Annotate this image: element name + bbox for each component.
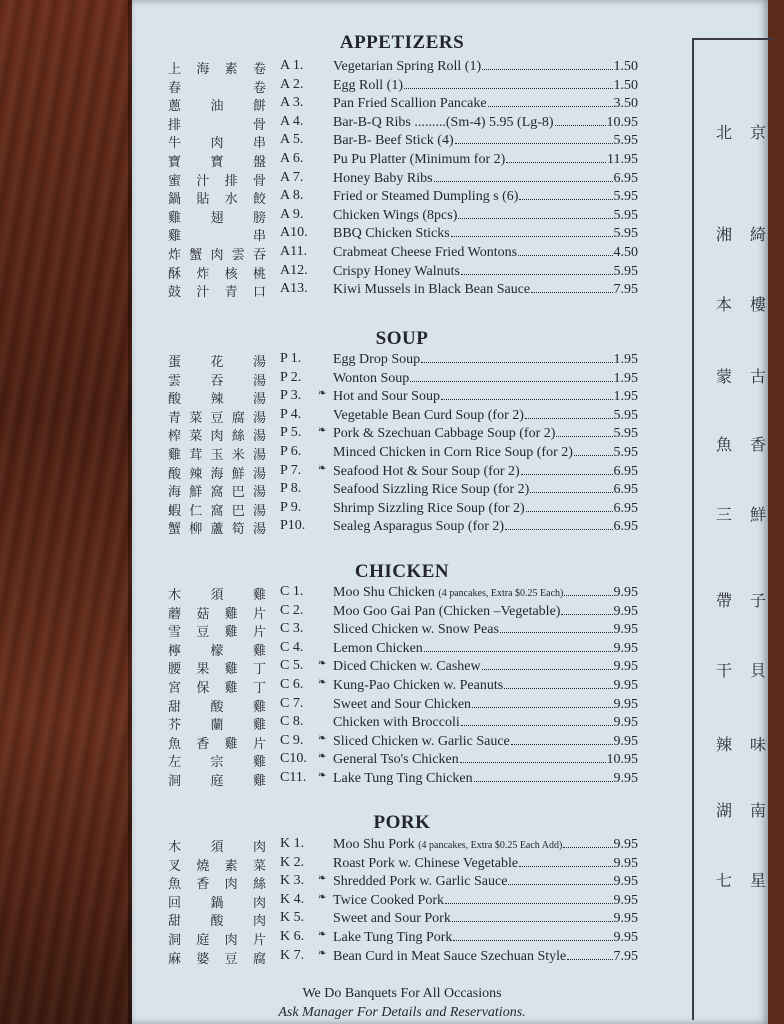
item-price: 9.95	[613, 892, 638, 908]
dot-leader	[460, 751, 606, 763]
item-price: 9.95	[613, 585, 638, 600]
item-chinese-name: 雞 串	[168, 229, 266, 245]
item-price: 5.95	[613, 426, 638, 442]
item-name: Shrimp Sizzling Rice Soup (for 2)	[333, 500, 525, 516]
menu-item	[168, 444, 638, 462]
menu-item	[168, 95, 638, 113]
dot-leader	[508, 873, 612, 885]
item-chinese-name: 雞 茸 玉 米 湯	[168, 448, 266, 463]
item-price: 5.95	[613, 207, 638, 223]
menu-item	[168, 425, 638, 443]
dot-leader	[564, 584, 612, 596]
item-code: P 4.	[280, 406, 302, 422]
dot-leader	[424, 640, 613, 652]
item-chinese-name: 檸 檬 雞	[168, 643, 266, 659]
item-chinese-name: 蛋 花 湯	[168, 355, 266, 370]
item-chinese-name: 上 海 素 卷	[168, 62, 266, 77]
item-name: Bar-B-Q Ribs .........(Sm-4) 5.95 (Lg-8)	[333, 114, 554, 130]
right-panel-dish-name: 湖南	[716, 801, 784, 820]
item-chinese-name: 甜 酸 肉	[168, 914, 266, 930]
menu-item	[168, 244, 638, 262]
item-chinese-name: 寶 寶 盤	[168, 155, 266, 170]
section-title-appetizers: APPETIZERS	[339, 32, 465, 53]
item-price: 7.95	[613, 948, 638, 964]
item-name: Pork & Szechuan Cabbage Soup (for 2)	[333, 426, 556, 442]
right-panel-dish-name: 本樓	[716, 295, 784, 314]
spicy-pepper-icon: ❧	[318, 658, 327, 670]
right-panel-dish-name: 七星	[716, 871, 784, 890]
item-chinese-name: 芥 蘭 雞	[168, 718, 266, 734]
dot-leader	[561, 603, 612, 615]
item-code: A 9.	[280, 206, 304, 222]
right-panel-dish-name: 帶子	[716, 591, 784, 610]
dot-leader	[441, 388, 613, 400]
right-panel-dish-name: 辣味	[716, 735, 784, 754]
item-name: Diced Chicken w. Cashew	[333, 659, 481, 675]
item-price: 5.95	[613, 189, 638, 205]
dot-leader	[472, 696, 612, 708]
dot-leader	[482, 658, 613, 670]
item-price: 9.95	[613, 837, 638, 852]
item-code: P 2.	[280, 369, 302, 385]
dot-leader	[525, 407, 613, 419]
item-price: 1.50	[613, 59, 638, 74]
right-panel-dish-name: 干貝	[716, 661, 784, 680]
menu-item	[168, 281, 638, 299]
item-price: 1.95	[613, 370, 638, 386]
item-name: Moo Goo Gai Pan (Chicken –Vegetable)	[333, 603, 561, 619]
menu-item	[168, 188, 638, 206]
item-price: 1.95	[613, 389, 638, 405]
menu-item	[168, 603, 638, 621]
item-code: C 9.	[280, 732, 304, 748]
item-code: K 4.	[280, 891, 305, 907]
menu-item	[168, 77, 638, 95]
menu-item	[168, 836, 638, 854]
menu-item	[168, 518, 638, 536]
item-chinese-name: 蟹 柳 蘆 筍 湯	[168, 522, 266, 538]
item-chinese-name: 海 鮮 窩 巴 湯	[168, 485, 266, 501]
item-price: 9.95	[613, 855, 638, 871]
item-name: Hot and Sour Soup	[333, 389, 440, 405]
item-price: 5.95	[613, 445, 638, 460]
item-chinese-name: 酸 辣 湯	[168, 392, 266, 408]
item-price: 6.95	[613, 500, 638, 516]
dot-leader	[421, 351, 612, 363]
menu-item	[168, 58, 638, 76]
menu-item	[168, 910, 638, 928]
item-price: 9.95	[613, 911, 638, 927]
menu-item	[168, 770, 638, 788]
item-chinese-name: 排 骨	[168, 117, 266, 133]
item-name: Minced Chicken in Corn Rice Soup (for 2)	[333, 445, 573, 460]
item-name: Sweet and Sour Chicken	[333, 696, 472, 712]
dot-leader	[500, 621, 613, 633]
item-price: 5.95	[613, 263, 638, 279]
item-name: Lemon Chicken	[333, 640, 423, 656]
item-chinese-name: 炸 蟹 肉 雲 吞	[168, 248, 266, 263]
dot-leader	[519, 855, 612, 867]
menu-item	[168, 263, 638, 281]
item-name: Bar-B- Beef Stick (4)	[333, 133, 454, 149]
item-name: Vegetarian Spring Roll (1)	[333, 59, 482, 74]
item-name: Bean Curd in Meat Sauce Szechuan Style	[333, 948, 567, 964]
dot-leader	[526, 500, 613, 512]
menu-item	[168, 714, 638, 732]
item-chinese-name: 鼓 汁 青 口	[168, 285, 266, 301]
dot-leader	[555, 114, 606, 126]
item-name: Sealeg Asparagus Soup (for 2)	[333, 519, 505, 535]
item-chinese-name: 雞 翅 膀	[168, 210, 266, 226]
item-code: A 4.	[280, 113, 304, 129]
item-code: K 3.	[280, 873, 305, 889]
menu-item	[168, 207, 638, 225]
item-name: Crabmeat Cheese Fried Wontons	[333, 245, 518, 260]
spicy-pepper-icon: ❧	[318, 677, 327, 688]
item-note: (4 pancakes, Extra $0.25 Each)	[438, 588, 564, 599]
item-code: A 5.	[280, 132, 304, 148]
dot-leader	[518, 244, 612, 256]
dot-leader	[530, 481, 612, 493]
item-chinese-name: 叉 燒 素 菜	[168, 858, 266, 874]
item-name: Kiwi Mussels in Black Bean Sauce	[333, 282, 531, 298]
item-chinese-name: 木 須 肉	[168, 840, 266, 855]
item-code: C 7.	[280, 695, 304, 711]
menu-item	[168, 621, 638, 639]
dot-leader	[451, 225, 613, 237]
spicy-pepper-icon: ❧	[318, 929, 327, 940]
right-panel-dish-name: 魚香	[716, 435, 784, 454]
dot-leader	[505, 518, 612, 530]
section-title-soup: SOUP	[375, 328, 429, 349]
item-code: P10.	[280, 518, 306, 534]
item-name: Lake Tung Ting Chicken	[333, 771, 473, 786]
footer-reservations: Ask Manager For Details and Reservations.	[278, 1005, 526, 1020]
dot-leader	[567, 948, 612, 960]
item-price: 9.95	[613, 930, 638, 945]
item-code: C 8.	[280, 714, 304, 730]
item-name: Pan Fried Scallion Pancake	[333, 96, 487, 112]
dot-leader	[452, 910, 613, 922]
spicy-pepper-icon: ❧	[318, 891, 327, 903]
dot-leader	[434, 170, 613, 182]
item-code: A 3.	[280, 95, 304, 111]
menu-item	[168, 751, 638, 769]
item-code: P 5.	[280, 425, 302, 441]
menu-item	[168, 132, 638, 150]
wood-tabletop	[0, 0, 140, 1024]
item-code: K 5.	[280, 910, 305, 926]
item-price: 9.95	[613, 874, 638, 890]
item-name: Wonton Soup	[333, 370, 410, 386]
spicy-pepper-icon: ❧	[318, 873, 327, 885]
item-chinese-name: 榨 菜 肉 絲 湯	[168, 429, 266, 445]
item-chinese-name: 酥 炸 核 桃	[168, 266, 266, 282]
dot-leader	[521, 463, 613, 475]
dot-leader	[519, 188, 612, 200]
menu-item	[168, 677, 638, 695]
dot-leader	[445, 892, 612, 904]
menu-item	[168, 225, 638, 243]
item-price: 9.95	[613, 678, 638, 693]
menu-item	[168, 948, 638, 966]
menu-item	[168, 500, 638, 518]
item-price: 1.50	[613, 77, 638, 93]
item-note: (4 pancakes, Extra $0.25 Each Add)	[418, 840, 563, 851]
item-code: C 4.	[280, 639, 304, 655]
right-menu-panel	[692, 38, 784, 1020]
item-code: P 7.	[280, 462, 302, 478]
item-code: A 2.	[280, 76, 304, 92]
item-code: K 7.	[280, 947, 305, 963]
item-name: Egg Drop Soup	[333, 352, 421, 367]
spicy-pepper-icon: ❧	[318, 770, 327, 781]
item-code: C 6.	[280, 677, 304, 692]
item-code: C11.	[280, 770, 307, 785]
menu-item	[168, 855, 638, 873]
item-code: P 8.	[280, 481, 302, 497]
item-name: Sliced Chicken w. Snow Peas	[333, 622, 499, 638]
item-name: BBQ Chicken Sticks	[333, 226, 450, 242]
item-code: C 2.	[280, 602, 304, 618]
dot-leader	[488, 95, 613, 107]
item-name: Moo Shu Pork (4 pancakes, Extra $0.25 Each Add)	[333, 837, 563, 852]
spicy-pepper-icon: ❧	[318, 462, 327, 474]
item-chinese-name: 宮 保 雞 丁	[168, 681, 266, 696]
menu-item	[168, 463, 638, 481]
dot-leader	[482, 58, 612, 70]
dot-leader	[556, 425, 612, 437]
dot-leader	[563, 836, 612, 848]
item-name: Vegetable Bean Curd Soup (for 2)	[333, 407, 524, 423]
item-price: 10.95	[606, 114, 638, 130]
item-price: 3.50	[613, 96, 638, 112]
item-code: C 5.	[280, 658, 304, 674]
dot-leader	[531, 281, 612, 293]
menu-item	[168, 407, 638, 425]
item-name: Kung-Pao Chicken w. Peanuts	[333, 678, 504, 693]
item-name: Chicken with Broccoli	[333, 715, 460, 731]
item-code: P 1.	[280, 351, 302, 366]
item-price: 9.95	[613, 715, 638, 731]
item-chinese-name: 甜 酸 雞	[168, 699, 266, 715]
dot-leader	[404, 77, 613, 89]
menu-item	[168, 892, 638, 910]
dot-leader	[511, 733, 613, 745]
item-name: Fried or Steamed Dumpling s (6)	[333, 189, 519, 205]
item-price: 9.95	[613, 771, 638, 786]
item-chinese-name: 春 卷	[168, 80, 266, 96]
right-panel-dish-name: 湘綺	[716, 225, 784, 244]
item-price: 5.95	[613, 133, 638, 149]
dot-leader	[474, 770, 613, 782]
item-price: 9.95	[613, 696, 638, 712]
item-code: A10.	[280, 225, 308, 241]
spicy-pepper-icon: ❧	[318, 751, 327, 763]
dot-leader	[461, 263, 613, 275]
item-name: Roast Pork w. Chinese Vegetable	[333, 855, 519, 871]
dot-leader	[455, 132, 613, 144]
item-price: 9.95	[613, 603, 638, 619]
item-code: C 3.	[280, 621, 304, 637]
item-name: Moo Shu Chicken (4 pancakes, Extra $0.25 Each)	[333, 585, 564, 600]
item-price: 9.95	[613, 733, 638, 749]
item-chinese-name: 洞 庭 雞	[168, 774, 266, 789]
item-code: K 6.	[280, 929, 305, 944]
item-code: K 2.	[280, 854, 305, 870]
item-name: Honey Baby Ribs	[333, 170, 433, 186]
item-name: General Tso's Chicken	[333, 752, 459, 768]
section-title-pork: PORK	[373, 812, 431, 833]
right-panel-dish-name: 三鮮	[716, 505, 784, 524]
item-code: A12.	[280, 262, 308, 278]
item-name: Crispy Honey Walnuts	[333, 263, 460, 279]
item-chinese-name: 魚 香 雞 片	[168, 736, 266, 752]
item-price: 9.95	[613, 659, 638, 675]
menu-item	[168, 370, 638, 388]
item-code: A11.	[280, 244, 308, 259]
menu-item	[168, 929, 638, 947]
item-chinese-name: 酸 辣 海 鮮 湯	[168, 466, 266, 482]
menu-item	[168, 151, 638, 169]
item-price: 9.95	[613, 622, 638, 638]
menu-item	[168, 481, 638, 499]
item-code: A 8.	[280, 188, 304, 204]
item-chinese-name: 蔥 油 餅	[168, 99, 266, 115]
footer-banquets: We Do Banquets For All Occasions	[302, 986, 502, 1001]
item-name: Shredded Pork w. Garlic Sauce	[333, 874, 508, 890]
item-chinese-name: 魚 香 肉 絲	[168, 877, 266, 893]
item-code: A 6.	[280, 151, 304, 166]
item-name: Egg Roll (1)	[333, 77, 403, 93]
right-panel-dish-name: 蒙古	[716, 367, 784, 386]
item-name: Sliced Chicken w. Garlic Sauce	[333, 733, 510, 749]
spicy-pepper-icon: ❧	[318, 388, 327, 400]
item-name: Chicken Wings (8pcs)	[333, 207, 458, 223]
item-price: 10.95	[606, 752, 638, 768]
item-name: Lake Tung Ting Pork	[333, 930, 453, 945]
item-chinese-name: 蘑 菇 雞 片	[168, 606, 266, 622]
spicy-pepper-icon: ❧	[318, 732, 327, 744]
item-name: Sweet and Sour Pork	[333, 911, 451, 927]
menu-item	[168, 640, 638, 658]
dot-leader	[574, 444, 613, 456]
item-name: Pu Pu Platter (Minimum for 2)	[333, 152, 506, 167]
item-chinese-name: 洞 庭 肉 片	[168, 933, 266, 948]
item-code: A 1.	[280, 58, 304, 73]
section-title-chicken: CHICKEN	[354, 561, 450, 582]
item-code: A 7.	[280, 169, 304, 185]
item-chinese-name: 雲 吞 湯	[168, 373, 266, 389]
item-code: K 1.	[280, 836, 305, 851]
menu-item	[168, 114, 638, 132]
item-chinese-name: 鍋 貼 水 餃	[168, 192, 266, 208]
item-price: 1.95	[613, 352, 638, 367]
item-price: 11.95	[607, 152, 638, 167]
item-chinese-name: 麻 婆 豆 腐	[168, 951, 266, 967]
item-price: 6.95	[613, 463, 638, 479]
item-chinese-name: 腰 果 雞 丁	[168, 662, 266, 678]
menu-item	[168, 733, 638, 751]
item-name: Seafood Hot & Sour Soup (for 2)	[333, 463, 520, 479]
item-chinese-name: 木 須 雞	[168, 588, 266, 603]
menu-item	[168, 170, 638, 188]
item-price: 4.50	[613, 245, 638, 260]
dot-leader	[410, 370, 612, 382]
dot-leader	[504, 677, 612, 689]
menu-item	[168, 658, 638, 676]
item-price: 6.95	[613, 170, 638, 186]
spicy-pepper-icon: ❧	[318, 425, 327, 437]
item-code: C 1.	[280, 584, 304, 599]
item-chinese-name: 左 宗 雞	[168, 755, 266, 771]
item-code: P 3.	[280, 388, 302, 404]
item-chinese-name: 牛 肉 串	[168, 136, 266, 152]
item-chinese-name: 雪 豆 雞 片	[168, 625, 266, 641]
item-chinese-name: 蜜 汁 排 骨	[168, 173, 266, 189]
right-panel-dish-name: 北京	[716, 123, 784, 142]
item-chinese-name: 蝦 仁 窩 巴 湯	[168, 503, 266, 519]
item-name: Twice Cooked Pork	[333, 892, 445, 908]
item-name: Seafood Sizzling Rice Soup (for 2)	[333, 482, 530, 498]
menu-item	[168, 873, 638, 891]
item-price: 6.95	[613, 482, 638, 498]
dot-leader	[453, 929, 612, 941]
menu-item	[168, 584, 638, 602]
item-price: 7.95	[613, 282, 638, 298]
spicy-pepper-icon: ❧	[318, 947, 327, 959]
dot-leader	[458, 207, 612, 219]
menu-item	[168, 388, 638, 406]
item-code: P 6.	[280, 444, 302, 459]
menu-item	[168, 351, 638, 369]
item-price: 5.95	[613, 407, 638, 423]
item-code: C10.	[280, 751, 307, 767]
item-price: 9.95	[613, 640, 638, 656]
dot-leader	[461, 714, 613, 726]
item-chinese-name: 回 鍋 肉	[168, 895, 266, 911]
dot-leader	[506, 151, 606, 163]
item-code: P 9.	[280, 499, 302, 515]
item-price: 5.95	[613, 226, 638, 242]
menu-item	[168, 696, 638, 714]
item-price: 6.95	[613, 519, 638, 535]
item-code: A13.	[280, 281, 308, 297]
item-chinese-name: 青 菜 豆 腐 湯	[168, 410, 266, 426]
